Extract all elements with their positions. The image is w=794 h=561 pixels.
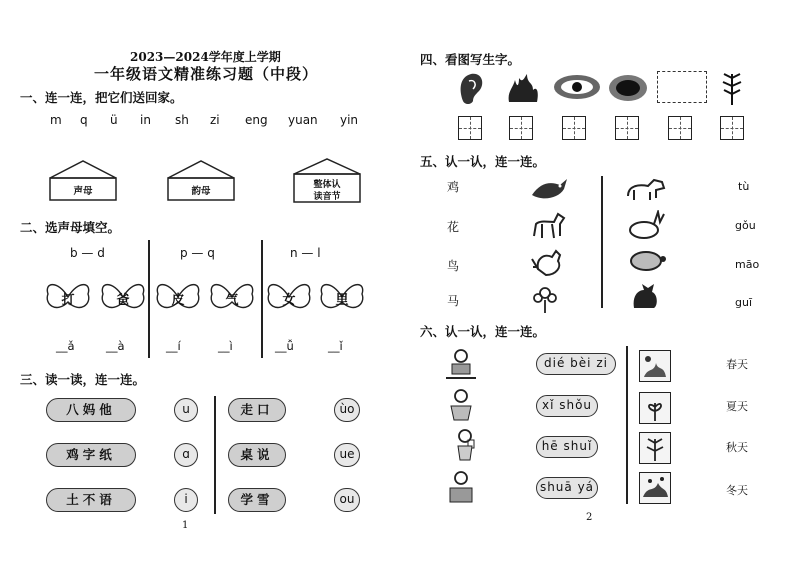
season-picture-winter[interactable] (639, 472, 671, 504)
eye-icon (553, 74, 601, 100)
pinyin-pill-2[interactable]: xǐ shǒu (536, 395, 598, 417)
pinyin-pill-4[interactable]: shuā yá (536, 477, 598, 499)
house-initials (46, 158, 120, 202)
page-title: 一年级语文精准练习题（中段） (94, 65, 319, 83)
page-number-right: 2 (586, 512, 593, 523)
blank-4[interactable]: __ì (218, 339, 233, 353)
winter-scene-icon (640, 473, 670, 503)
divider (601, 176, 603, 308)
house-label-initials: 声母 (73, 186, 93, 197)
divider (626, 346, 628, 504)
char-1[interactable]: 鸡 (447, 180, 460, 194)
blank-picture-frame (657, 71, 707, 103)
flower-icon[interactable] (530, 284, 560, 314)
blank-5[interactable]: __ǚ (275, 339, 294, 353)
word-pill-5[interactable]: 桌说 (228, 443, 286, 467)
season-picture-autumn[interactable] (639, 432, 671, 464)
pair-pq: p — q (180, 246, 215, 260)
season-summer[interactable]: 夏天 (726, 400, 748, 413)
letter-4: in (140, 113, 151, 127)
butterfly-1 (44, 280, 92, 314)
letter-2: q (80, 113, 88, 127)
blank-6[interactable]: __ǐ (328, 339, 343, 353)
season-picture-spring[interactable] (639, 350, 671, 382)
child-washing-hands-icon (446, 388, 476, 422)
divider (214, 396, 216, 514)
blank-2[interactable]: __à (106, 339, 125, 353)
season-picture-summer[interactable] (639, 392, 671, 424)
letter-1: m (50, 113, 62, 127)
letter-9: yin (340, 113, 359, 127)
child-drinking-water-icon (450, 428, 480, 462)
vowel-ring-1[interactable]: u (174, 398, 198, 422)
writing-grid-3[interactable] (562, 116, 586, 140)
summer-scene-icon (640, 393, 670, 423)
house-label-whole-1: 整体认 (313, 180, 341, 190)
blank-1[interactable]: __ǎ (56, 339, 75, 353)
butterfly-2 (99, 280, 147, 314)
autumn-scene-icon (640, 433, 670, 463)
butterfly-6 (318, 280, 366, 314)
char-4[interactable]: 马 (447, 294, 460, 308)
pinyin-3[interactable]: māo (735, 258, 760, 271)
writing-grid-1[interactable] (458, 116, 482, 140)
word-pill-4[interactable]: 走口 (228, 398, 286, 422)
season-spring[interactable]: 春天 (726, 358, 748, 371)
child-brushing-teeth-icon (446, 470, 476, 504)
writing-grid-6[interactable] (720, 116, 744, 140)
writing-grid-4[interactable] (615, 116, 639, 140)
writing-grid-2[interactable] (509, 116, 533, 140)
title-year: 2023—2024学年度上学期 (130, 50, 281, 64)
butterfly-char: 气 (225, 293, 239, 308)
mouth-icon (608, 74, 648, 102)
letter-6: zi (210, 113, 220, 127)
section3-heading: 三、读一读，连一连。 (20, 372, 146, 387)
horse-icon[interactable] (530, 210, 568, 242)
divider (148, 240, 150, 358)
fire-icon (505, 72, 541, 104)
butterfly-char: 女 (282, 293, 296, 308)
pair-bd: b — d (70, 246, 105, 260)
vowel-ring-4[interactable]: ùo (334, 398, 360, 422)
pinyin-pill-1[interactable]: dié bèi zi (536, 353, 616, 375)
butterfly-char: 打 (61, 293, 75, 308)
section6-heading: 六、认一认，连一连。 (420, 324, 546, 339)
bird-icon[interactable] (530, 175, 568, 203)
section1-heading: 一、连一连，把它们送回家。 (20, 90, 183, 105)
season-autumn[interactable]: 秋天 (726, 441, 748, 454)
butterfly-char: 爸 (116, 293, 130, 308)
rooster-icon[interactable] (530, 247, 568, 279)
blank-3[interactable]: __í (166, 339, 181, 353)
letter-8: yuan (288, 113, 318, 127)
letter-3: ü (110, 113, 118, 127)
ear-icon (457, 71, 485, 105)
butterfly-char: 皮 (171, 293, 185, 308)
pinyin-2[interactable]: gǒu (735, 219, 756, 232)
char-2[interactable]: 花 (447, 220, 460, 234)
letter-7: eng (245, 113, 268, 127)
section2-heading: 二、选声母填空。 (20, 220, 121, 235)
butterfly-char: 里 (335, 293, 349, 308)
letter-5: sh (175, 113, 189, 127)
cat-icon[interactable] (628, 280, 664, 310)
butterfly-3 (154, 280, 202, 314)
pinyin-4[interactable]: guī (735, 296, 753, 309)
word-pill-1[interactable]: 八妈他 (46, 398, 136, 422)
season-winter[interactable]: 冬天 (726, 484, 748, 497)
house-label-whole-2: 读音节 (313, 192, 341, 202)
child-folding-quilt-icon (446, 348, 476, 380)
house-label-finals: 韵母 (191, 186, 211, 197)
vowel-ring-3[interactable]: i (174, 488, 198, 512)
house-finals (164, 158, 238, 202)
section5-heading: 五、认一认，连一连。 (420, 154, 546, 169)
vowel-ring-5[interactable]: ue (334, 443, 360, 467)
pinyin-1[interactable]: tù (738, 180, 750, 193)
vowel-ring-6[interactable]: ou (334, 488, 360, 512)
spring-scene-icon (640, 351, 670, 381)
char-3[interactable]: 鸟 (447, 259, 460, 273)
section4-heading: 四、看图写生字。 (420, 52, 521, 67)
butterfly-5 (265, 280, 313, 314)
word-pill-6[interactable]: 学雪 (228, 488, 286, 512)
turtle-icon[interactable] (624, 245, 668, 273)
plant-icon (718, 70, 746, 106)
writing-grid-5[interactable] (668, 116, 692, 140)
house-whole-syllables (290, 156, 364, 204)
butterfly-4 (208, 280, 256, 314)
divider (261, 240, 263, 358)
dog-icon[interactable] (624, 174, 668, 202)
rabbit-icon[interactable] (624, 210, 668, 240)
word-pill-2[interactable]: 鸡字纸 (46, 443, 136, 467)
page-number-left: 1 (182, 520, 189, 531)
pinyin-pill-3[interactable]: hē shuǐ (536, 436, 598, 458)
pair-nl: n — l (290, 246, 321, 260)
vowel-ring-2[interactable]: ɑ (174, 443, 198, 467)
word-pill-3[interactable]: 土不语 (46, 488, 136, 512)
